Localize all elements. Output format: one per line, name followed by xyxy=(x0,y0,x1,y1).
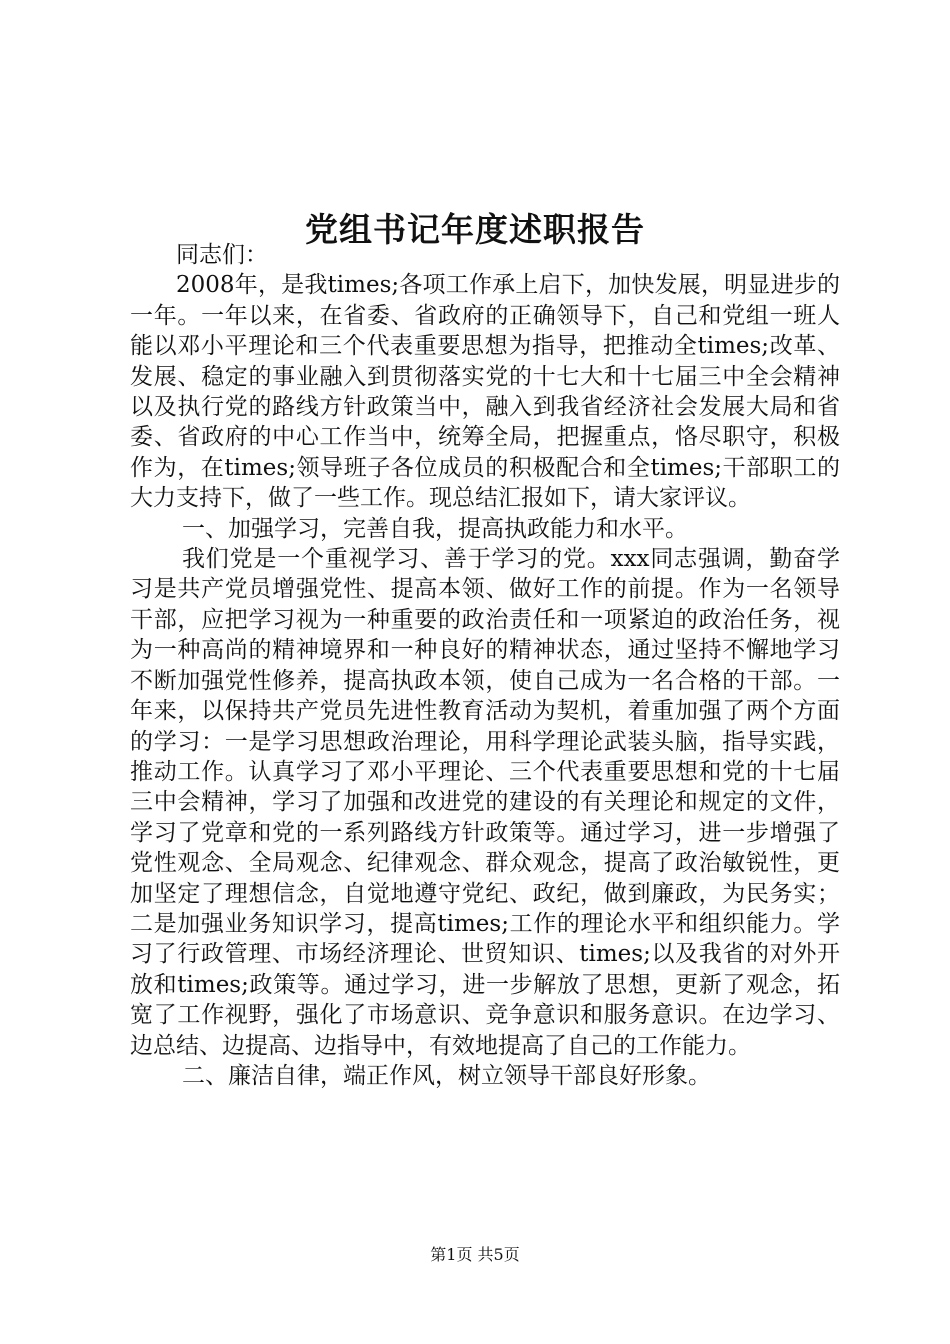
document-body xyxy=(130,240,840,1091)
page-footer: 第1页 共5页 xyxy=(430,1245,520,1264)
intro-paragraph: 2008年，是我times;各项工作承上启下，加快发展，明显进步的一年。一年以来，在省委、省政府的正确领导下，自己和党组一班人能以邓小平理论和三个代表重要思想为指导，把推动全times;改革、发展、稳定的事业融入到贯彻落实党的十七大和十七届三中全会精神以及执行党的路线方针政策当中，融入到我省经济社会发展大局和省委、省政府的中心工作当中，统筹全局，把握重点，恪尽职守，积极作为，在times;领导班子各位成员的积极配合和全times;干部职工的大力支持下，做了一些工作。现总结汇报如下，请大家评议。 xyxy=(130,272,840,512)
section-heading-2: 二、廉洁自律，端正作风，树立领导干部良好形象。 xyxy=(182,1062,711,1089)
document-title: 党组书记年度述职报告 xyxy=(305,210,645,250)
section-heading-1: 一、加强学习，完善自我，提高执政能力和水平。 xyxy=(182,515,688,542)
study-paragraph: 我们党是一个重视学习、善于学习的党。xxx同志强调，勤奋学习是共产党员增强党性、提高本领、做好工作的前提。作为一名领导干部，应把学习视为一种重要的政治责任和一项紧迫的政治任务，视为一种高尚的精神境界和一种良好的精神状态，通过坚持不懈地学习不断加强党性修养，提高执政本领，使自己成为一名合格的干部。一年来，以保持共产党员先进性教育活动为契机，着重加强了两个方面的学习：一是学习思想政治理论，用科学理论武装头脑，指导实践，推动工作。认真学习了邓小平理论、三个代表重要思想和党的十七届三中会精神，学习了加强和改进党的建设的有关理论和规定的文件，学习了党章和党的一系列路线方针政策等。通过学习，进一步增强了党性观念、全局观念、纪律观念、群众观念，提高了政治敏锐性，更加坚定了理想信念，自觉地遵守党纪、政纪，做到廉政，为民务实；二是加强业务知识学习，提高times;工作的理论水平和组织能力。学习了行政管理、市场经济理论、世贸知识、times;以及我省的对外开放和times;政策等。通过学习，进一步解放了思想，更新了观念，拓宽了工作视野，强化了市场意识、竞争意识和服务意识。在边学习、边总结、边提高、边指导中，有效地提高了自己的工作能力。 xyxy=(130,546,840,1059)
greeting-paragraph: 同志们： xyxy=(176,242,268,268)
